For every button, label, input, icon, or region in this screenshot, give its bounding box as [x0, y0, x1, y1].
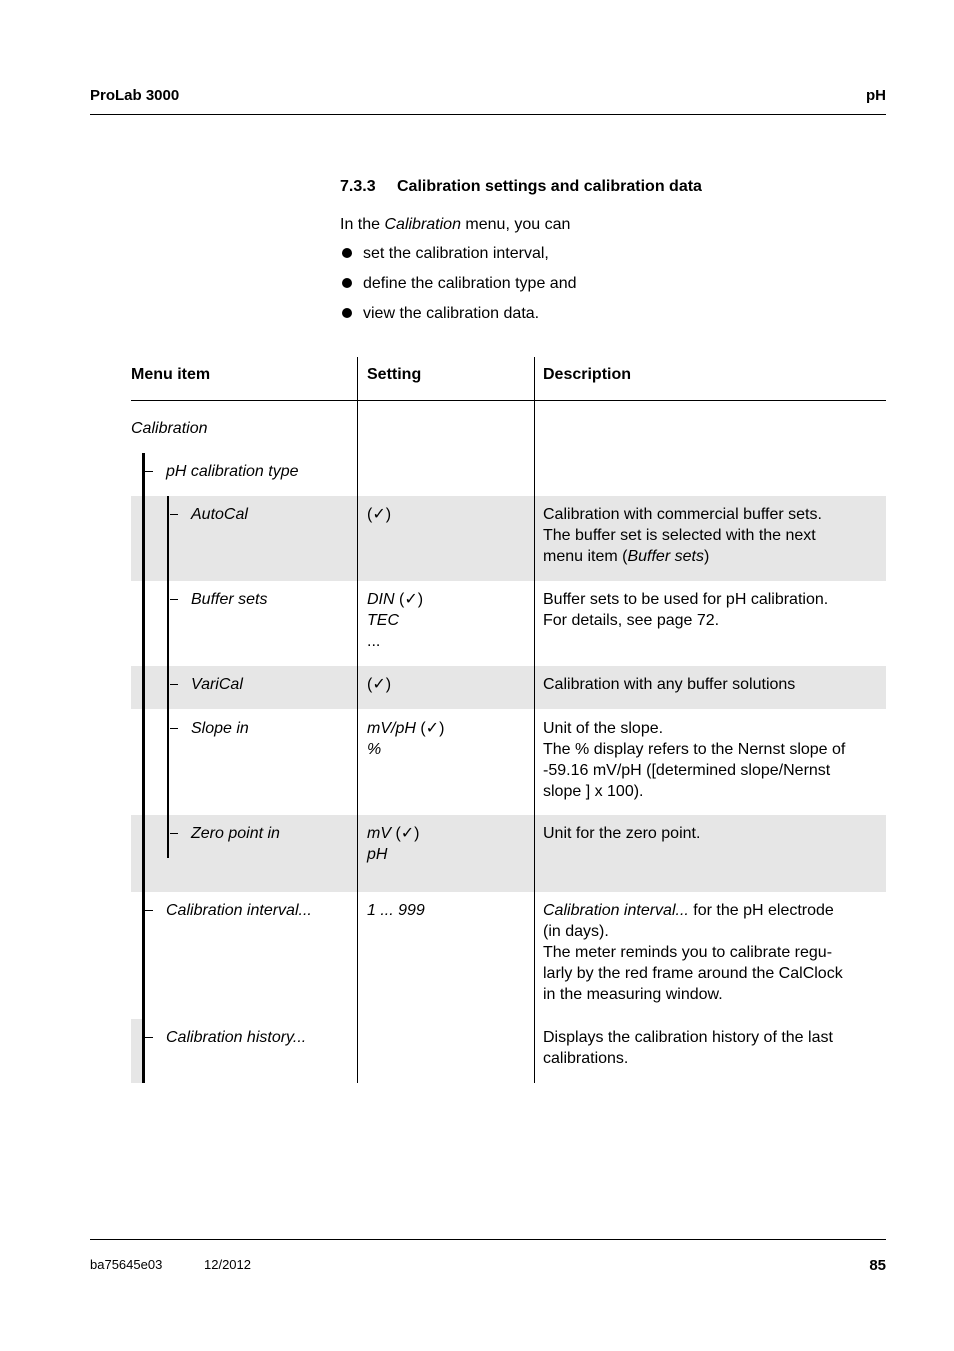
desc-calibration-history: Displays the calibration history of the last calibrations. [543, 1029, 833, 1067]
table-header-description: Description [543, 366, 632, 383]
desc-zero-point: Unit for the zero point. [543, 825, 701, 842]
bullet-item: set the calibration interval, [363, 245, 549, 262]
setting-zero-point: mV (✓) pH [367, 825, 420, 863]
setting-varical: (✓) [367, 676, 392, 693]
desc-buffer-sets: Buffer sets to be used for pH calibration. For details, see page 72. [543, 591, 829, 629]
section-number: 7.3.3 [340, 178, 376, 195]
page-number: 85 [869, 1257, 886, 1274]
section-title: Calibration settings and calibration data [397, 178, 702, 195]
header-rule [90, 114, 886, 115]
tree-branch [170, 514, 178, 515]
desc-varical: Calibration with any buffer solutions [543, 676, 796, 693]
footer-doc-id: ba75645e03 [90, 1257, 163, 1272]
tree-branch [170, 728, 178, 729]
desc-slope-in: Unit of the slope. The % display refers to the Nernst slope of -59.16 mV/pH ([determined slope/Nernst slope ] x 100). [543, 720, 846, 800]
menu-slope-in: Slope in [191, 720, 249, 737]
bullet-item: define the calibration type and [363, 275, 577, 292]
menu-calibration-history: Calibration history... [166, 1029, 307, 1046]
column-divider [357, 357, 358, 1083]
tree-bar-level-1 [142, 453, 145, 1083]
tree-branch [170, 599, 178, 600]
menu-ph-calibration-type: pH calibration type [166, 463, 299, 480]
footer-rule [90, 1239, 886, 1240]
desc-calibration-interval: Calibration interval... for the pH electrode (in days). The meter reminds you to calibrate regu- larly by the red frame around the CalClock in the measuring window. [543, 902, 843, 1003]
menu-varical: VariCal [191, 676, 243, 693]
column-divider [534, 357, 535, 1083]
setting-autocal: (✓) [367, 506, 392, 523]
tree-bar-level-2 [167, 496, 169, 858]
table-header-rule [131, 400, 886, 401]
desc-autocal: Calibration with commercial buffer sets. The buffer set is selected with the next menu item (Buffer sets) [543, 506, 822, 565]
table-header-menu-item: Menu item [131, 366, 211, 383]
setting-calibration-interval: 1 ... 999 [367, 902, 425, 919]
bullet-icon [342, 278, 352, 288]
tree-branch [145, 471, 153, 472]
header-product: ProLab 3000 [90, 87, 180, 104]
bullet-icon [342, 308, 352, 318]
table-header-setting: Setting [367, 366, 422, 383]
menu-calibration-interval: Calibration interval... [166, 902, 312, 919]
setting-buffer-sets: DIN (✓) TEC ... [367, 591, 424, 650]
menu-zero-point-in: Zero point in [191, 825, 280, 842]
menu-root-calibration: Calibration [131, 420, 208, 437]
tree-branch [170, 833, 178, 834]
header-chapter: pH [866, 87, 886, 104]
bullet-item: view the calibration data. [363, 305, 540, 322]
footer-date: 12/2012 [204, 1257, 251, 1272]
tree-branch [145, 1037, 153, 1038]
bullet-icon [342, 248, 352, 258]
menu-autocal: AutoCal [191, 506, 248, 523]
intro-text: In the Calibration menu, you can [340, 216, 571, 233]
setting-slope-in: mV/pH (✓) % [367, 720, 445, 758]
tree-branch [170, 684, 178, 685]
menu-buffer-sets: Buffer sets [191, 591, 268, 608]
tree-branch [145, 910, 153, 911]
